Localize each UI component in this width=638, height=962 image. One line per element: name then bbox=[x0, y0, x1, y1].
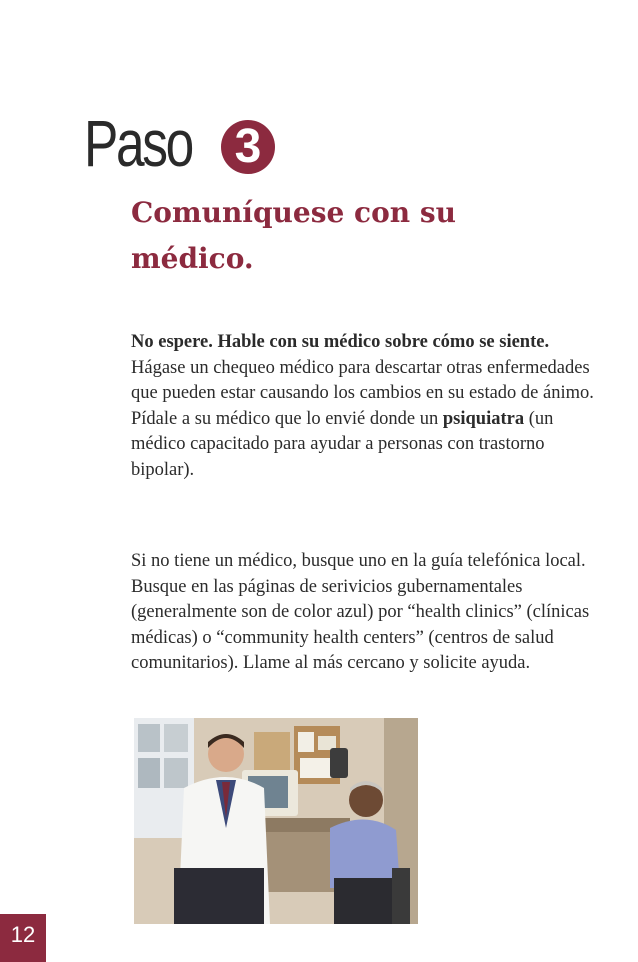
step-heading bbox=[84, 106, 262, 180]
section-subtitle: Comuníquese con su médico. bbox=[131, 196, 456, 275]
paragraph-1-text-a: Hágase un chequeo médico para descartar otras enfermedades que pueden estar causando los cambios en su estado de ánimo. Pídale a su médico que lo envié donde un bbox=[131, 357, 594, 429]
step-word: Paso bbox=[84, 106, 192, 180]
psychiatrist-term: psiquiatra bbox=[442, 408, 525, 429]
page-number: 12 bbox=[10, 922, 36, 947]
step-number-badge: 3 bbox=[221, 120, 275, 174]
paragraph-1-text-b: (un médico capacitado para ayudar a personas con trastorno bipolar). bbox=[131, 408, 554, 480]
photo-illustration bbox=[134, 718, 418, 924]
paragraph-2: Si no tiene un médico, busque uno en la guía telefónica local. Busque en las páginas de serivicios gubernamentales (generalmente son de color azul) por “health clinics” (clínicas médicas) o “community health centers” (centros de salud comunitarios). Llame al más cercano y solicite ayuda. bbox=[131, 551, 590, 673]
doctor-patient-photo bbox=[134, 718, 418, 924]
paragraph-1 bbox=[131, 330, 601, 483]
page-number-box bbox=[0, 914, 46, 962]
paragraph-1-lead: No espere. Hable con su médico sobre cómo se siente. bbox=[131, 332, 550, 352]
